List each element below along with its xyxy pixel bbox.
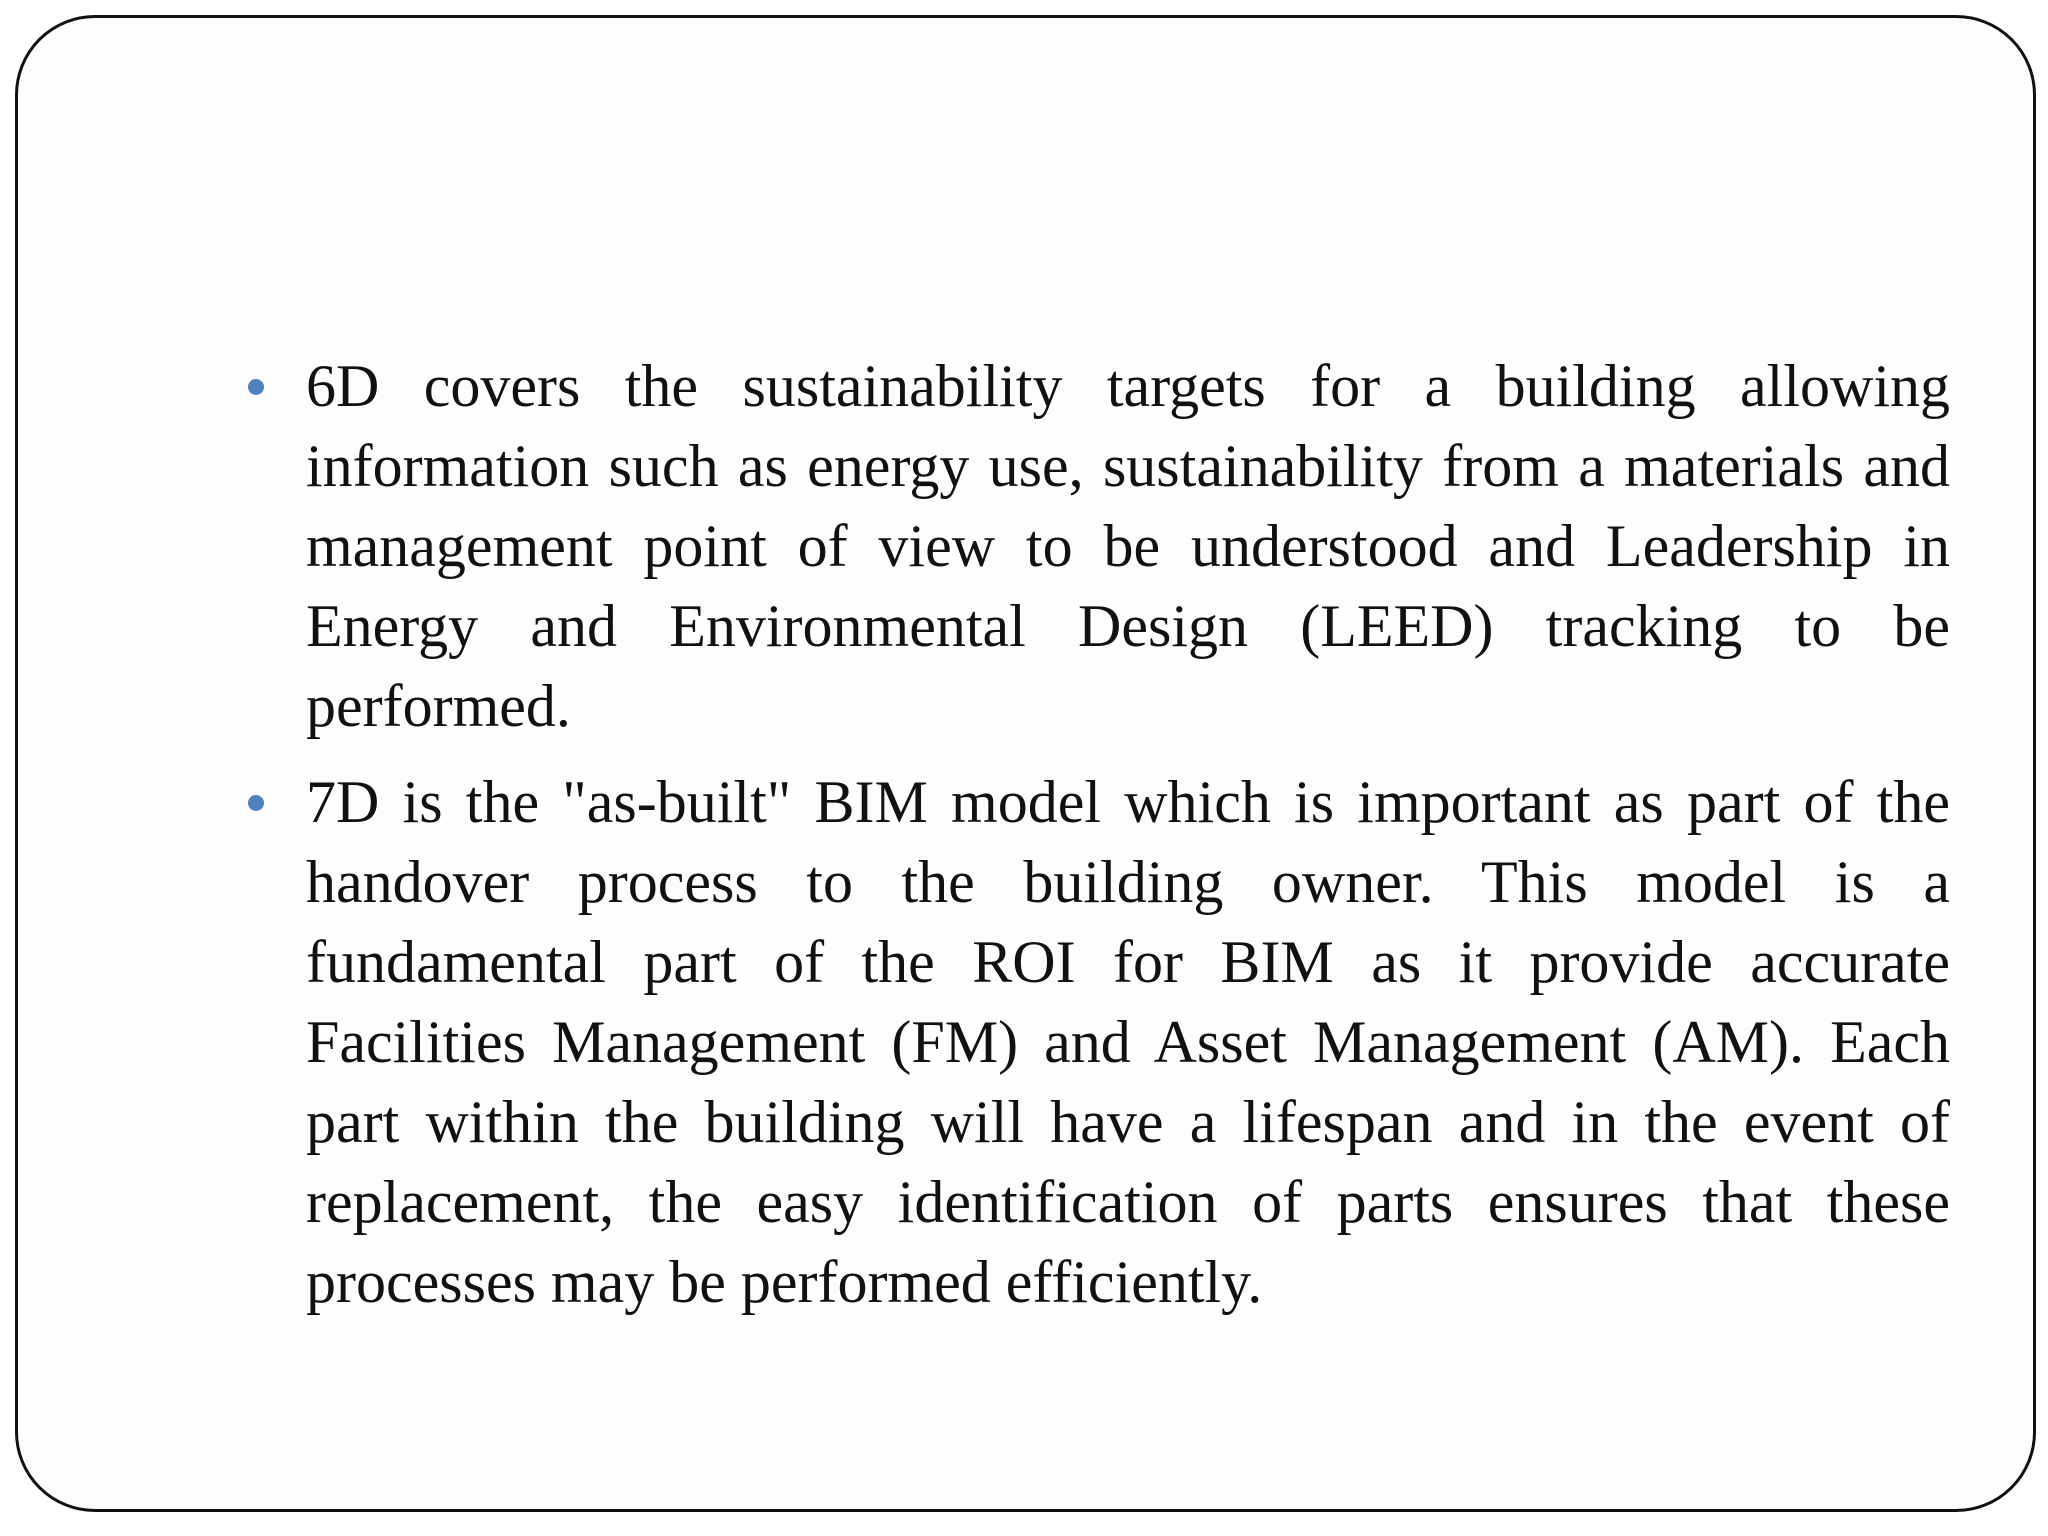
slide-content bbox=[240, 346, 1950, 1322]
bullet-dot-icon bbox=[248, 379, 264, 395]
slide-frame bbox=[15, 15, 2036, 1512]
bullet-dot-icon bbox=[248, 795, 264, 811]
bullet-text: 7D is the "as-built" BIM model which is important as part of the handover process to the building owner. This model is a fundamental part of the ROI for BIM as it provide accurate Facilities Management (FM) and Asset Management (AM). Each part within the building will have a lifespan and in the event of replacement, the easy identification of parts ensures that these processes may be performed efficiently. bbox=[306, 769, 1950, 1315]
bullet-list bbox=[240, 346, 1950, 1322]
bullet-item-6d bbox=[240, 346, 1950, 746]
bullet-text: 6D covers the sustainability targets for a building allowing information such as energy use, sustainability from a materials and management point of view to be understood and Leadership in Energy and Environmental Design (LEED) tracking to be performed. bbox=[306, 353, 1950, 739]
bullet-item-7d bbox=[240, 762, 1950, 1322]
